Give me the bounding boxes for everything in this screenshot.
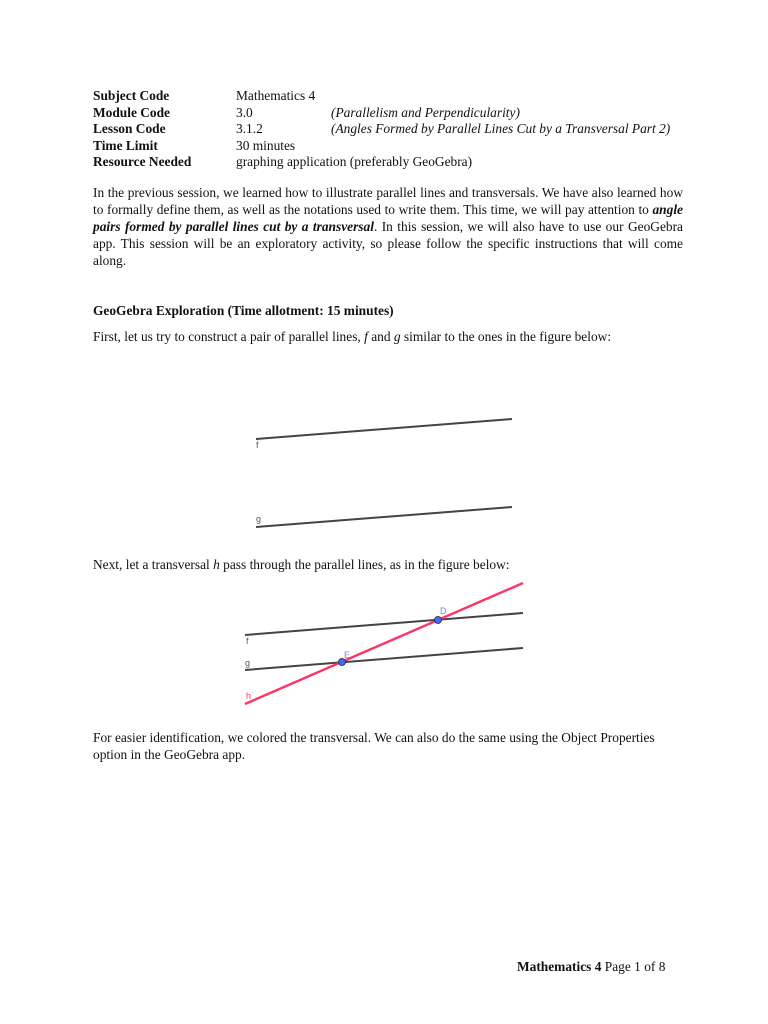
line-g (245, 648, 523, 670)
point-d (435, 617, 442, 624)
header-label: Subject Code (93, 88, 170, 103)
instruction-text: similar to the ones in the figure below: (400, 329, 612, 344)
header-value: 3.0 (236, 104, 253, 120)
header-note: (Angles Formed by Parallel Lines Cut by a Transversal Part 2) (331, 121, 671, 136)
closing-paragraph: For easier identification, we colored the transversal. We can also do the same using the Object Properties option in the GeoGebra app. (93, 730, 655, 762)
section-heading: GeoGebra Exploration (Time allotment: 15 minutes) (93, 303, 394, 318)
line-g (256, 507, 512, 527)
header-value: graphing application (preferably GeoGebra) (236, 154, 473, 169)
line-h-transversal (245, 583, 523, 704)
variable-g: g (393, 329, 401, 344)
header-value: 30 minutes (236, 137, 296, 153)
variable-h: h (213, 557, 220, 572)
header-value: Mathematics 4 (236, 88, 316, 103)
header-label: Time Limit (93, 137, 158, 153)
intro-emphasis: angle pairs formed by parallel lines cut by a transversal (93, 202, 683, 234)
instruction-text: Next, let a transversal (93, 557, 214, 572)
page-number: Page 1 of 8 (604, 959, 666, 974)
instruction-text: pass through the parallel lines, as in the figure below: (219, 557, 510, 572)
header-value: 3.1.2 (236, 121, 263, 136)
line-f (245, 613, 523, 635)
instruction-parallel-lines (93, 328, 611, 345)
instruction-text: and (367, 329, 394, 344)
instruction-text: First, let us try to construct a pair of parallel lines, (93, 329, 365, 344)
label-point-d: D (440, 606, 447, 616)
header-note: (Parallelism and Perpendicularity) (331, 104, 520, 120)
instruction-transversal (93, 556, 510, 573)
line-f (256, 419, 512, 439)
intro-text: . In this session, we will also have to use our GeoGebra app. This session will be an exploratory activity, so please follow the specific instructions that will come along. (93, 219, 683, 268)
label-h: h (246, 691, 252, 701)
header-label: Lesson Code (93, 121, 166, 136)
label-g: g (256, 514, 262, 524)
footer-subject: Mathematics 4 (517, 959, 602, 974)
variable-f: f (364, 329, 368, 344)
page-footer (517, 959, 665, 975)
parallel-lines-figure (240, 405, 530, 540)
intro-paragraph (93, 184, 683, 269)
header-label: Module Code (93, 104, 170, 120)
label-f: f (246, 636, 249, 646)
label-g: g (245, 658, 251, 668)
intro-text: In the previous session, we learned how to illustrate parallel lines and transversals. We have also learned how to formally define them, as well as the notations used to write them. This time, we will pay attention to (93, 185, 683, 217)
header-label: Resource Needed (93, 154, 192, 169)
label-f: f (256, 440, 259, 450)
transversal-figure (240, 578, 530, 710)
label-point-e: E (344, 650, 351, 660)
